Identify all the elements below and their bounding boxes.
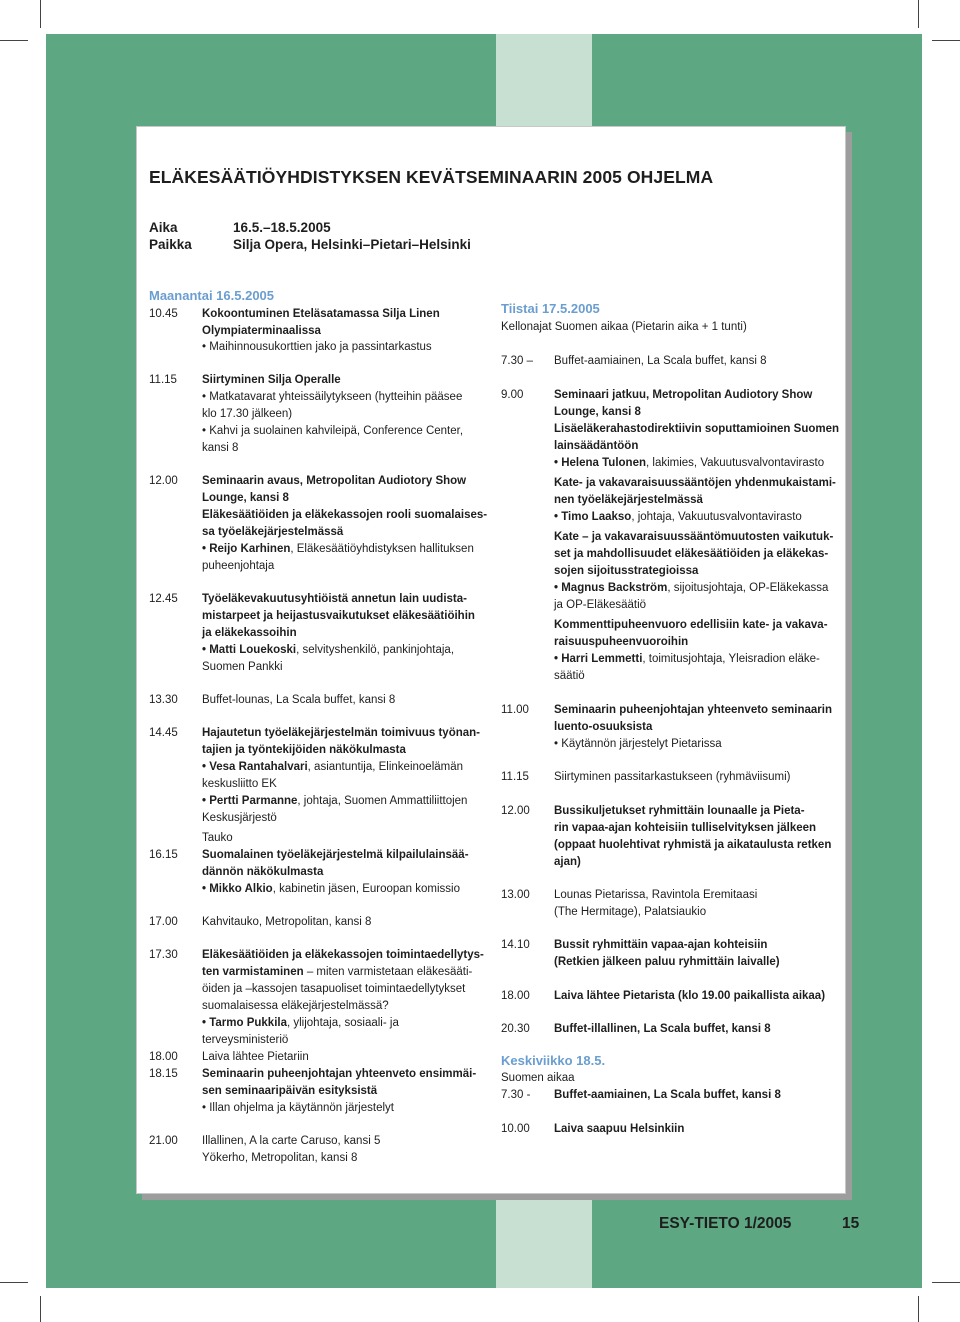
speaker-name: • Magnus Backström <box>554 582 668 594</box>
schedule-line: Seminaarin puheenjohtajan yhteenveto seminaarin <box>554 704 832 716</box>
schedule-speaker-line <box>554 652 820 667</box>
speaker-title: , johtaja, Suomen Ammattiliittojen <box>297 795 468 807</box>
schedule-line: Kate- ja vakavaraisuussääntöjen yhdenmukaistami- <box>554 477 836 489</box>
schedule-line: nen työeläkejärjestelmässä <box>554 494 703 506</box>
schedule-line: mistarpeet ja heijastusvaikutukset eläkesäätiöihin <box>202 610 475 622</box>
tuesday-timezone-note: Kellonajat Suomen aikaa (Pietarin aika + 1 tunti) <box>501 321 747 333</box>
paikka-label: Paikka <box>149 237 192 252</box>
schedule-speaker-line <box>202 542 474 557</box>
schedule-time: 17.00 <box>149 916 178 928</box>
schedule-time: 13.30 <box>149 694 178 706</box>
speaker-title: – miten varmistetaan eläkesääti- <box>303 966 473 978</box>
schedule-line: Laiva saapuu Helsinkiin <box>554 1123 685 1135</box>
schedule-time: 7.30 – <box>501 355 533 367</box>
schedule-time: 14.10 <box>501 939 530 951</box>
speaker-name: • Timo Laakso <box>554 511 632 523</box>
schedule-line: • Kahvi ja suolainen kahvileipä, Conference Center, <box>202 425 464 437</box>
schedule-line: Illallinen, A la carte Caruso, kansi 5 <box>202 1135 381 1147</box>
schedule-line: rin vapaa-ajan kohteisiin tulliselvityksen jälkeen <box>554 822 817 834</box>
speaker-name: • Vesa Rantahalvari <box>202 761 308 773</box>
schedule-time: 7.30 - <box>501 1089 531 1101</box>
schedule-speaker-line <box>202 643 454 658</box>
schedule-time: 13.00 <box>501 889 530 901</box>
schedule-line: Lisäeläkerahastodirektiivin soputtamioinen Suomen <box>554 423 840 435</box>
schedule-time: 21.00 <box>149 1135 178 1147</box>
speaker-name: • Tarmo Pukkila <box>202 1017 287 1029</box>
speaker-title: , kabinetin jäsen, Euroopan komissio <box>272 883 461 895</box>
schedule-time: 20.30 <box>501 1023 530 1035</box>
schedule-line: Kate – ja vakavaraisuussääntömuutosten vaikutuk- <box>554 531 834 543</box>
schedule-line: Yökerho, Metropolitan, kansi 8 <box>202 1152 358 1164</box>
schedule-line: • Matkatavarat yhteissäilytykseen (hytteihin pääsee <box>202 391 463 403</box>
schedule-speaker-line <box>554 456 824 471</box>
speaker-title: , Eläkesäätiöyhdistyksen hallituksen <box>290 543 474 555</box>
schedule-line: Buffet-aamiainen, La Scala buffet, kansi 8 <box>554 1089 781 1101</box>
schedule-time: 18.00 <box>149 1051 178 1063</box>
schedule-line: Lounas Pietarissa, Ravintola Eremitaasi <box>554 889 758 901</box>
speaker-name: • Harri Lemmetti <box>554 653 643 665</box>
schedule-line: Seminaari jatkuu, Metropolitan Audiotory Show <box>554 389 813 401</box>
schedule-line: Siirtyminen Silja Operalle <box>202 374 341 386</box>
schedule-line: lainsäädäntöön <box>554 440 639 452</box>
speaker-name: • Helena Tulonen <box>554 457 646 469</box>
aika-value: 16.5.–18.5.2005 <box>233 220 331 235</box>
schedule-line: (oppaat huolehtivat ryhmistä ja aikataulusta retken <box>554 839 832 851</box>
schedule-line: • Käytännön järjestelyt Pietarissa <box>554 738 722 750</box>
schedule-time: 11.15 <box>149 374 177 386</box>
publication-name: ESY-TIETO 1/2005 <box>659 1215 792 1232</box>
schedule-time: 10.00 <box>501 1123 530 1135</box>
schedule-line: ja eläkekassoihin <box>202 627 297 639</box>
schedule-time: 9.00 <box>501 389 524 401</box>
schedule-speaker-line <box>202 1016 399 1031</box>
schedule-line: kansi 8 <box>202 442 239 454</box>
schedule-speaker-line <box>554 581 828 596</box>
speaker-title: , sijoitusjohtaja, OP-Eläkekassa <box>667 582 829 594</box>
page-title: ELÄKESÄÄTIÖYHDISTYKSEN KEVÄTSEMINAARIN 2005 OHJELMA <box>149 167 714 187</box>
schedule-line: Seminaarin avaus, Metropolitan Audiotory Show <box>202 475 467 487</box>
speaker-title: , toimitusjohtaja, Yleisradion eläke- <box>642 653 820 665</box>
schedule-line: suomalaisessa eläkejärjestelmässä? <box>202 1000 389 1012</box>
schedule-speaker-line <box>554 510 802 525</box>
wednesday-timezone-note: Suomen aikaa <box>501 1072 575 1084</box>
schedule-line: Eläkesäätiöiden ja eläkekassojen rooli suomalaises- <box>202 509 488 521</box>
schedule-line: Hajautetun työeläkejärjestelmän toimivuus työnan- <box>202 727 480 739</box>
schedule-line: • Illan ohjelma ja käytännön järjestelyt <box>202 1102 394 1114</box>
tuesday-heading: Tiistai 17.5.2005 <box>501 301 600 316</box>
schedule-line: Buffet-lounas, La Scala buffet, kansi 8 <box>202 694 396 706</box>
schedule-line: Seminaarin puheenjohtajan yhteenveto ensimmäi- <box>202 1068 477 1080</box>
schedule-time: 14.45 <box>149 727 178 739</box>
schedule-line: säätiö <box>554 670 585 682</box>
schedule-line: Olympiaterminaalissa <box>202 325 321 337</box>
schedule-line: (The Hermitage), Palatsiaukio <box>554 906 707 918</box>
schedule-line: Keskusjärjestö <box>202 812 277 824</box>
schedule-time: 17.30 <box>149 949 178 961</box>
schedule-line: sa työeläkejärjestelmässä <box>202 526 344 538</box>
speaker-title: , ylijohtaja, sosiaali- ja <box>286 1017 399 1029</box>
schedule-line: Buffet-illallinen, La Scala buffet, kansi 8 <box>554 1023 771 1035</box>
aika-label: Aika <box>149 220 178 235</box>
schedule-line: Lounge, kansi 8 <box>554 406 641 418</box>
schedule-line: Kahvitauko, Metropolitan, kansi 8 <box>202 916 372 928</box>
schedule-line: Bussikuljetukset ryhmittäin lounaalle ja Pieta- <box>554 805 805 817</box>
schedule-time: 11.00 <box>501 704 529 716</box>
schedule-line: Siirtyminen passitarkastukseen (ryhmäviisumi) <box>554 771 791 783</box>
schedule-time: 18.00 <box>501 990 530 1002</box>
schedule-time: 18.15 <box>149 1068 178 1080</box>
schedule-line: • Maihinnousukorttien jako ja passintarkastus <box>202 341 432 353</box>
speaker-title: , lakimies, Vakuutusvalvontavirasto <box>646 457 825 469</box>
schedule-line: Bussit ryhmittäin vapaa-ajan kohteisiin <box>554 939 768 951</box>
wednesday-heading: Keskiviikko 18.5. <box>501 1053 606 1068</box>
schedule-line: luento-osuuksista <box>554 721 653 733</box>
schedule-line: Lounge, kansi 8 <box>202 492 289 504</box>
schedule-line: Kokoontuminen Eteläsatamassa Silja Linen <box>202 308 440 320</box>
speaker-title: , selvityshenkilö, pankinjohtaja, <box>296 644 455 656</box>
schedule-line: sen seminaaripäivän esityksistä <box>202 1085 378 1097</box>
schedule-time: 12.00 <box>501 805 530 817</box>
schedule-line: dännön näkökulmasta <box>202 866 324 878</box>
schedule-time: 12.45 <box>149 593 178 605</box>
schedule-line: Suomen Pankki <box>202 661 283 673</box>
schedule-line: (Retkien jälkeen paluu ryhmittäin laivalle) <box>554 956 780 968</box>
speaker-name: • Mikko Alkio <box>202 883 273 895</box>
schedule-line: ja OP-Eläkesäätiö <box>554 599 647 611</box>
schedule-speaker-line <box>202 965 472 980</box>
schedule-line: tajien ja työntekijöiden näkökulmasta <box>202 744 406 756</box>
schedule-line: ajan) <box>554 856 581 868</box>
schedule-line: terveysministeriö <box>202 1034 289 1046</box>
schedule-speaker-line <box>202 882 460 897</box>
schedule-line: Eläkesäätiöiden ja eläkekassojen toimintaedellytys- <box>202 949 484 961</box>
speaker-name: • Pertti Parmanne <box>202 795 298 807</box>
monday-heading: Maanantai 16.5.2005 <box>149 288 275 303</box>
schedule-line: puheenjohtaja <box>202 560 275 572</box>
schedule-speaker-line <box>202 794 467 809</box>
schedule-line: Kommenttipuheenvuoro edellisiin kate- ja vakava- <box>554 619 828 631</box>
schedule-line: Laiva lähtee Pietariin <box>202 1051 309 1063</box>
speaker-name: • Matti Louekoski <box>202 644 297 656</box>
speaker-name: ten varmistaminen <box>202 966 304 978</box>
paikka-value: Silja Opera, Helsinki–Pietari–Helsinki <box>233 237 471 252</box>
speaker-name: • Reijo Karhinen <box>202 543 291 555</box>
schedule-time: 11.15 <box>501 771 529 783</box>
schedule-line: sojen sijoitusstrategioissa <box>554 565 699 577</box>
schedule-time: 10.45 <box>149 308 178 320</box>
schedule-line: öiden ja –kassojen tasapuoliset toimintaedellytykset <box>202 983 466 995</box>
schedule-time: 12.00 <box>149 475 178 487</box>
schedule-line: Buffet-aamiainen, La Scala buffet, kansi 8 <box>554 355 767 367</box>
schedule-line: keskusliitto EK <box>202 778 277 790</box>
speaker-title: , johtaja, Vakuutusvalvontavirasto <box>631 511 802 523</box>
schedule-line: raisuuspuheenvuoroihin <box>554 636 689 648</box>
schedule-line: Suomalainen työeläkejärjestelmä kilpailulainsää- <box>202 849 469 861</box>
schedule-time: 16.15 <box>149 849 178 861</box>
page-number: 15 <box>842 1215 860 1232</box>
schedule-line: set ja mahdollisuudet eläkesäätiöiden ja eläkekas- <box>554 548 829 560</box>
speaker-title: , asiantuntija, Elinkeinoelämän <box>307 761 464 773</box>
schedule-line: Laiva lähtee Pietarista (klo 19.00 paikallista aikaa) <box>554 990 826 1002</box>
schedule-speaker-line <box>202 760 463 775</box>
schedule-line: Työeläkevakuutusyhtiöistä annetun lain uudista- <box>202 593 467 605</box>
schedule-line: klo 17.30 jälkeen) <box>202 408 293 420</box>
schedule-line: Tauko <box>202 832 233 844</box>
